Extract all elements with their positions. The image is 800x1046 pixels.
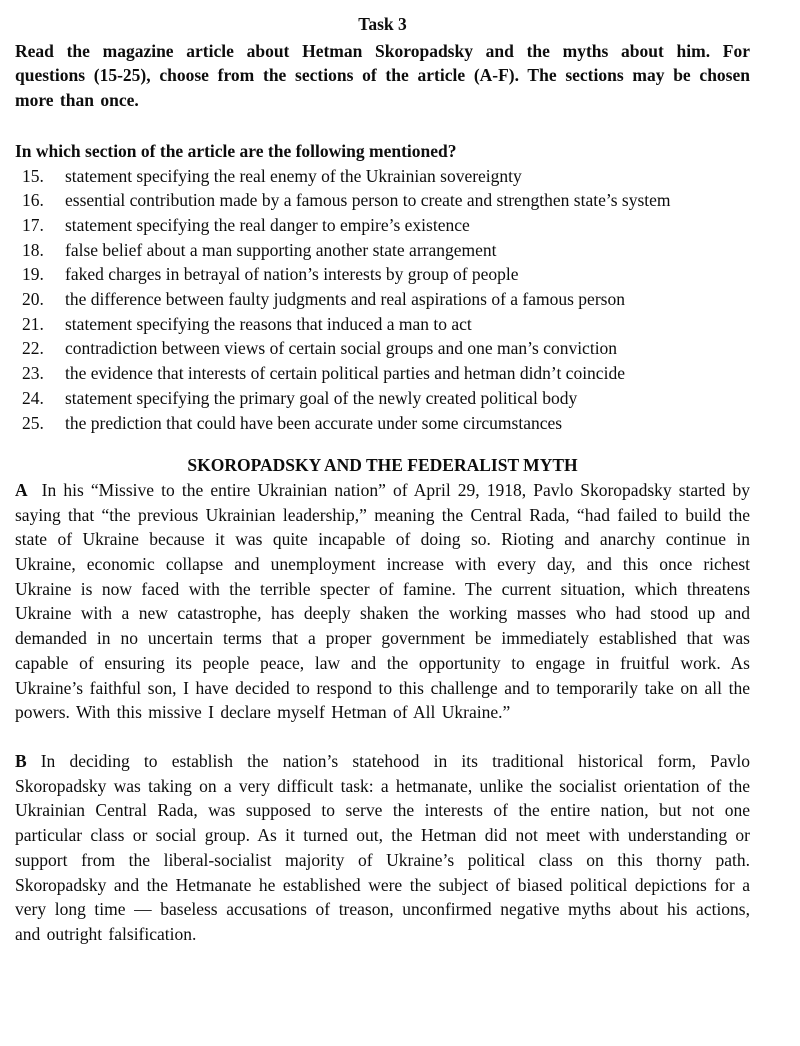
question-text: contradiction between views of certain social groups and one man’s conviction <box>65 338 618 359</box>
question-item-19 <box>22 262 750 287</box>
question-number: 21. <box>22 313 44 334</box>
question-item-17 <box>22 213 750 238</box>
question-number: 22. <box>22 338 44 359</box>
question-text: false belief about a man supporting another state arrangement <box>65 239 497 260</box>
question-item-16 <box>22 188 750 213</box>
question-item-20 <box>22 287 750 312</box>
question-number: 15. <box>22 165 44 186</box>
section-a-label: A <box>15 479 28 500</box>
question-number: 16. <box>22 190 44 211</box>
article-title: SKOROPADSKY AND THE FEDERALIST MYTH <box>187 455 578 476</box>
task-title: Task 3 <box>358 14 407 34</box>
section-a-text: In his “Missive to the entire Ukrainian nation” of April 29, 1918, Pavlo Skoropadsky started by saying that “the previous Ukrainian leadership,” meaning the Central Rada, “had failed to build the state of Ukraine because it was quite incapable of doing so. Rioting and anarchy continue in Ukraine, economic collapse and unemployment increase with every day, and this once richest Ukraine is now faced with the terrible specter of famine. The current situation, which threatens Ukraine with a new catastrophe, has deeply shaken the working masses who had stood up and demanded in no uncertain terms that a proper government be immediately established that was capable of ensuring its people peace, law and the opportunity to engage in fruitful work. As Ukraine’s faithful son, I have decided to respond to this challenge and to temporarily take on all the powers. With this missive I declare myself Hetman of All Ukraine.” <box>15 479 750 723</box>
section-b-label: B <box>15 750 27 771</box>
question-text: the evidence that interests of certain political parties and hetman didn’t coincide <box>65 363 625 384</box>
question-text: faked charges in betrayal of nation’s interests by group of people <box>65 264 519 285</box>
question-text: essential contribution made by a famous person to create and strengthen state’s system <box>65 190 671 211</box>
question-number: 18. <box>22 239 44 260</box>
questions-list <box>15 164 750 436</box>
question-item-24 <box>22 386 750 411</box>
question-text: statement specifying the real danger to empire’s existence <box>65 214 470 235</box>
article-section-b <box>15 749 750 947</box>
question-text: the prediction that could have been accurate under some circumstances <box>65 412 563 433</box>
question-item-23 <box>22 361 750 386</box>
question-text: statement specifying the real enemy of the Ukrainian sovereignty <box>65 165 522 186</box>
question-number: 20. <box>22 289 44 310</box>
question-item-21 <box>22 312 750 337</box>
question-number: 19. <box>22 264 44 285</box>
question-item-25 <box>22 411 750 436</box>
question-number: 25. <box>22 412 44 433</box>
question-number: 23. <box>22 363 44 384</box>
task-instructions: Read the magazine article about Hetman Skoropadsky and the myths about him. For questions (15-25), choose from the sections of the article (A-F). The sections may be chosen more than once. <box>15 40 750 111</box>
question-number: 17. <box>22 214 44 235</box>
question-text: statement specifying the primary goal of the newly created political body <box>65 387 578 408</box>
question-number: 24. <box>22 387 44 408</box>
section-b-text: In deciding to establish the nation’s statehood in its traditional historical form, Pavlo Skoropadsky was taking on a very difficult task: a hetmanate, unlike the socialist orientation of the Ukrainian Central Rada, was supposed to serve the interests of the entire nation, but not one particular class or social group. As it turned out, the Hetman did not meet with understanding or support from the liberal-socialist majority of Ukraine’s political class on this thorny path. Skoropadsky and the Hetmanate he established were the subject of biased political depictions for a very long time — baseless accusations of treason, unconfirmed negative myths about his actions, and outright falsification. <box>15 750 750 944</box>
questions-header: In which section of the article are the following mentioned? <box>15 140 457 161</box>
question-item-22 <box>22 336 750 361</box>
question-text: statement specifying the reasons that induced a man to act <box>65 313 472 334</box>
question-text: the difference between faulty judgments and real aspirations of a famous person <box>65 289 625 310</box>
question-item-18 <box>22 238 750 263</box>
question-item-15 <box>22 164 750 189</box>
article-section-a <box>15 478 750 725</box>
